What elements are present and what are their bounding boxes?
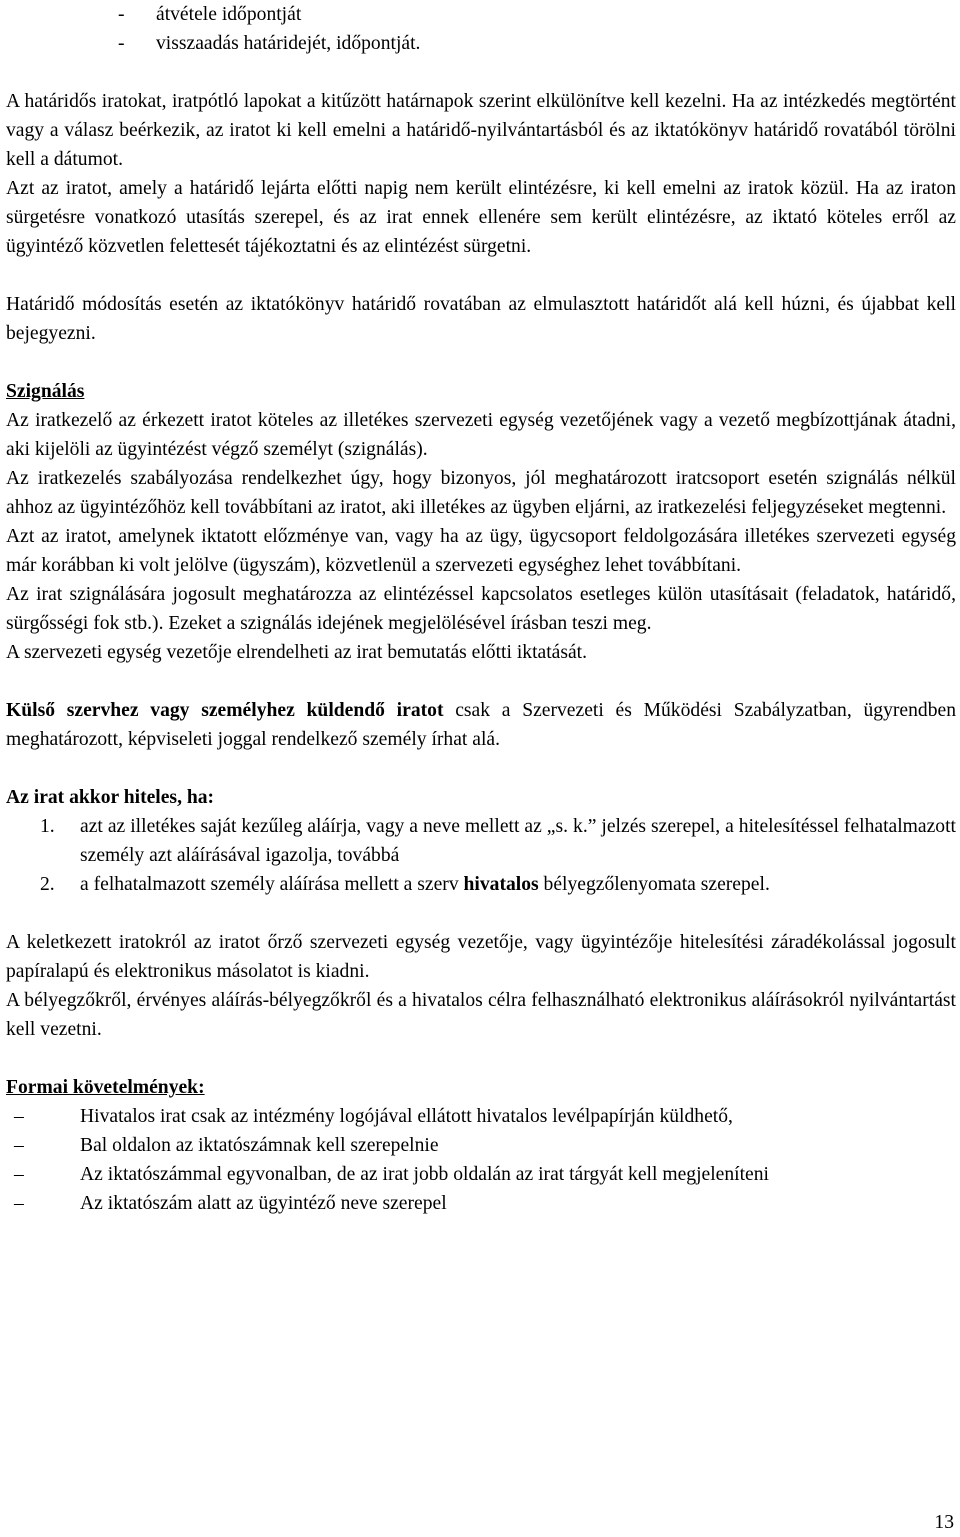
list-marker: – [14,1164,24,1185]
list-item: – Hivatalos irat csak az intézmény logójával ellátott hivatalos levélpapírján küldhető, [6,1102,956,1131]
paragraph-deadline-modification: Határidő módosítás esetén az iktatókönyv határidő rovatában az elmulasztott határidőt alá kell húzni, és újabbat kell bejegyezni. [6,294,956,344]
formal-requirements-list [6,1102,956,1218]
paragraph: Az iratkezelő az érkezett iratot köteles az illetékes szervezeti egység vezetőjének vagy a vezető megbízottjának átadni, aki kijelöli az ügyintézést végző személyt (szignálás). [6,410,956,460]
list-marker: 2. [40,874,55,895]
paragraph-copies: A keletkezett iratokról az iratot őrző szervezeti egység vezetője, vagy ügyintézője hitelesítési záradékolással jogosult papíralapú és elektronikus másolatot is kiadni. [6,932,956,982]
bold-text: hivatalos [463,874,539,895]
paragraph-stamps-registry: A bélyegzőkről, érvényes aláírás-bélyegzőkről és a hivatalos célra felhasználható elektronikus aláírásokról nyilvántartást kell vezetni. [6,990,956,1040]
list-marker: – [14,1106,24,1127]
document-page [6,0,956,1218]
list-item: - átvétele időpontját [6,0,956,29]
paragraph: Azt az iratot, amelynek iktatott előzménye van, vagy ha az ügy, ügycsoport feldolgozására illetékes szervezeti egység már korábban ki volt jelölve (ügyszám), közvetlenül a szervezeti egységhez lehet továbbítani. [6,526,956,576]
numbered-list [6,812,956,899]
dash-list [6,0,956,58]
paragraph-deadline-expired: Azt az iratot, amely a határidő lejárta előtti napig nem került elintézésre, ki kell emelni az iratok közül. Ha az iraton sürgetésre vonatkozó utasítás szerepel, és az irat ennek ellenére sem került elintézésre, az iktató köteles erről az ügyintéző közvetlen felettesét tájékoztatni és az elintézést sürgetni. [6,178,956,257]
section-heading-authentic: Az irat akkor hiteles, ha: [6,787,215,808]
list-item: 1. azt az illetékes saját kezűleg aláírja, vagy a neve mellett az „s. k.” jelzés szerepel, a hitelesítéssel felhatalmazott személy azt aláírásával igazolja, továbbá [6,812,956,870]
paragraph-external-signature: Külső szervhez vagy személyhez küldendő iratot csak a Szervezeti és Működési Szabályzatban, ügyrendben meghatározott, képviseleti joggal rendelkező személy írhat alá. [6,700,956,750]
paragraph-deadline-handling: A határidős iratokat, iratpótló lapokat a kitűzött határnapok szerint elkülönítve kell kezelni. Ha az intézkedés megtörtént vagy a válasz beérkezik, az iratot ki kell emelni a határidő-nyilvántartásból és az iktatókönyv határidő rovatából törölni kell a dátumot. [6,91,956,170]
list-marker: - [118,4,125,25]
paragraph: Az irat szignálására jogosult meghatározza az elintézéssel kapcsolatos esetleges külön utasításait (feladatok, határidő, sürgősségi fok stb.). Ezeket a szignálás idejének megjelölésével írásban teszi meg. [6,584,956,634]
bold-text: Külső szervhez vagy személyhez küldendő iratot [6,700,444,721]
section-heading-signing: Szignálás [6,381,85,402]
paragraph: A szervezeti egység vezetője elrendelheti az irat bemutatás előtti iktatását. [6,642,588,663]
list-item: – Az iktatószámmal egyvonalban, de az irat jobb oldalán az irat tárgyát kell megjeleníteni [6,1160,956,1189]
list-marker: – [14,1135,24,1156]
list-item: – Az iktatószám alatt az ügyintéző neve szerepel [6,1189,956,1218]
list-marker: - [118,33,125,54]
page-number: 13 [934,1512,954,1533]
paragraph: Az iratkezelés szabályozása rendelkezhet úgy, hogy bizonyos, jól meghatározott iratcsoport esetén szignálás nélkül ahhoz az ügyintézőhöz kell továbbítani az iratot, aki illetékes az ügyben eljárni, az iratkezelési feljegyzéseket megtenni. [6,468,956,518]
list-item: 2. a felhatalmazott személy aláírása mellett a szerv hivatalos bélyegzőlenyomata szerepel. [6,870,956,899]
section-heading-formal: Formai követelmények: [6,1077,205,1098]
list-item: – Bal oldalon az iktatószámnak kell szerepelnie [6,1131,956,1160]
list-item: - visszaadás határidejét, időpontját. [6,29,956,58]
list-marker: 1. [40,816,55,837]
list-marker: – [14,1193,24,1214]
